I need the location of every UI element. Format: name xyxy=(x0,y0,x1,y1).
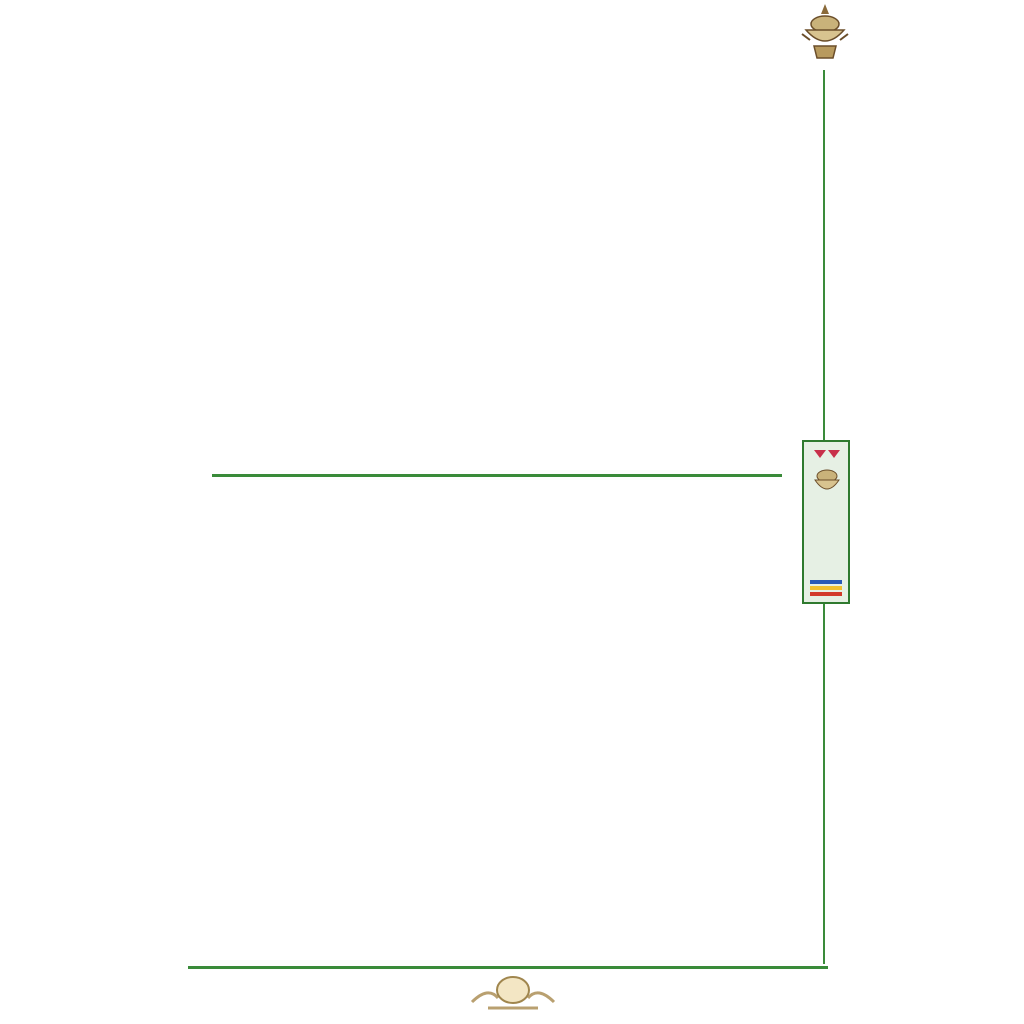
page-number-badge xyxy=(468,972,558,1016)
vertical-rule-bottom xyxy=(823,604,825,964)
ritual-vessel-icon xyxy=(812,466,842,500)
dharma-ornament-icon xyxy=(800,0,850,70)
vertical-rule-top xyxy=(823,70,825,442)
page-ornament-icon xyxy=(468,972,558,1016)
chapter-title xyxy=(212,440,782,468)
chapter-divider xyxy=(212,474,782,477)
book-title-tag xyxy=(802,440,850,604)
color-stripes xyxy=(810,580,842,598)
bottom-divider xyxy=(188,966,828,969)
arrow-marks-icon xyxy=(812,448,842,462)
